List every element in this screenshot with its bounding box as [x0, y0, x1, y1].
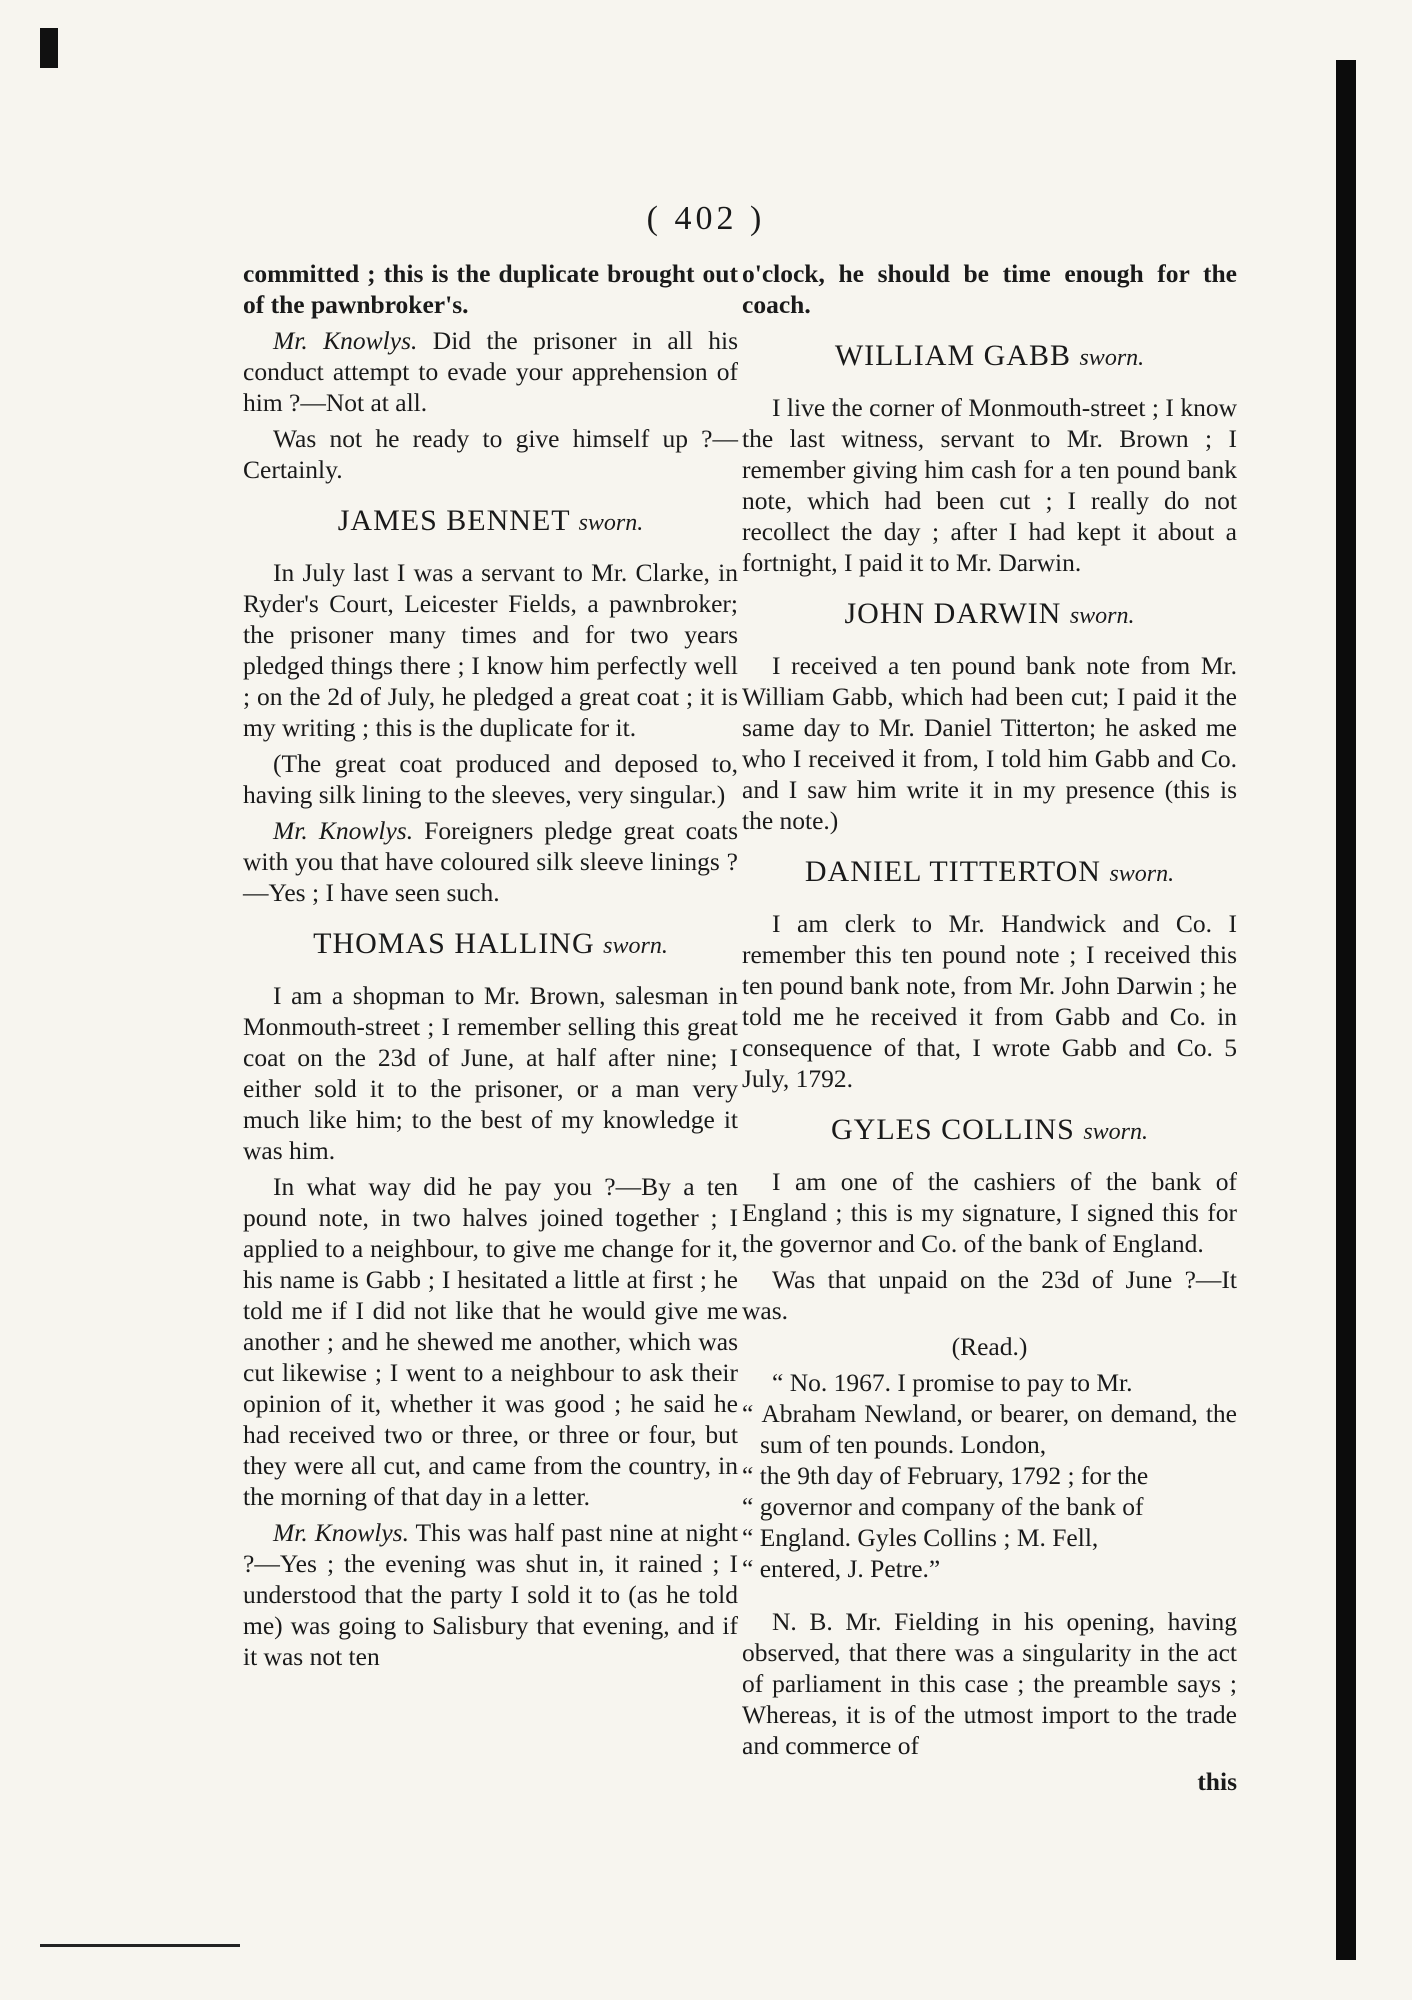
sworn-label: sworn. [1079, 345, 1145, 371]
testimony-paragraph: I received a ten pound bank note from Mr. William Gabb, which had been cut; I paid it the same day to Mr. Daniel Titterton; he asked me who I received it from, I told him Gabb and Co. and I saw him write it in my presence (this is the note.) [742, 651, 1237, 835]
testimony-text: Foreigners pledge great coats with you that have coloured silk sleeve linings ?—Yes ; I have seen such. [243, 816, 739, 907]
sworn-label: sworn. [1109, 861, 1175, 887]
quote-line: “ entered, J. Petre.” [742, 1553, 1237, 1584]
scan-artifact-bottom [40, 1944, 240, 1947]
testimony-paragraph: N. B. Mr. Fielding in his opening, having observed, that there was a singularity in the act of parliament in this case ; the preamble says ; Whereas, it is of the utmost import to the trade and commerce of [742, 1607, 1237, 1760]
testimony-paragraph: Was not he ready to give himself up ?—Certainly. [243, 424, 738, 484]
quote-line: “ No. 1967. I promise to pay to Mr. [772, 1368, 1133, 1397]
testimony-paragraph: Was that unpaid on the 23d of June ?—It was. [742, 1265, 1237, 1325]
testimony-text: This was half past nine at night ?—Yes ; the evening was shut in, it rained ; I understood that the party I sold it to (as he told me) was going to Salisbury that evening, and if it was not ten [243, 1518, 738, 1671]
sworn-label: sworn. [1083, 1119, 1149, 1145]
testimony-paragraph [243, 325, 738, 418]
page-number: ( 402 ) [646, 200, 766, 237]
sworn-label: sworn. [578, 510, 644, 536]
witness-heading [742, 856, 1237, 890]
speaker-label: Mr. Knowlys. [273, 326, 418, 355]
testimony-paragraph: I live the corner of Monmouth-street ; I know the last witness, servant to Mr. Brown ; I remember giving him cash for a ten pound bank note, which had been cut ; I really do not recollect the day ; after I had kept it about a fortnight, I paid it to Mr. Darwin. [742, 393, 1237, 577]
quote-line: “ England. Gyles Collins ; M. Fell, [742, 1522, 1237, 1553]
testimony-paragraph: committed ; this is the duplicate brought out of the pawnbroker's. [243, 259, 738, 319]
sworn-label: sworn. [1069, 603, 1135, 629]
scan-artifact-top [40, 28, 58, 68]
witness-name: THOMAS HALLING [313, 927, 595, 960]
quote-line: “ the 9th day of February, 1792 ; for the [742, 1460, 1237, 1491]
testimony-paragraph: In what way did he pay you ?—By a ten pound note, in two halves joined together ; I applied to a neighbour, to give me change for it, his name is Gabb ; I hesitated a little at first ; he told me if I did not like that he would give me another ; and he shewed me another, which was cut likewise ; I went to a neighbour to ask their opinion of it, whether it was good ; he said he had received two or three, or three or four, but they were all cut, and came from the country, in the morning of that day in a letter. [243, 1172, 738, 1511]
witness-heading [742, 598, 1237, 632]
quote-line: “ governor and company of the bank of [742, 1491, 1237, 1522]
quote-line: “ Abraham Newland, or bearer, on demand, the sum of ten pounds. London, [742, 1398, 1237, 1460]
banknote-quote [742, 1367, 1237, 1584]
left-column [243, 258, 738, 1677]
right-column [742, 258, 1237, 1797]
speaker-label: Mr. Knowlys. [273, 1518, 409, 1547]
testimony-paragraph [243, 815, 738, 908]
read-note: (Read.) [951, 1332, 1028, 1361]
sworn-label: sworn. [603, 933, 668, 959]
testimony-paragraph: (The great coat produced and deposed to, having silk lining to the sleeves, very singular.) [243, 749, 738, 809]
witness-name: DANIEL TITTERTON [804, 855, 1101, 888]
witness-heading [243, 505, 738, 539]
witness-name: JOHN DARWIN [844, 597, 1062, 630]
witness-heading [742, 1114, 1237, 1148]
witness-name: JAMES BENNET [337, 504, 571, 537]
catchword: this [1197, 1767, 1237, 1796]
testimony-text: Did the prisoner in all his conduct attempt to evade your apprehension of him ?—Not at all. [243, 326, 739, 417]
witness-name: GYLES COLLINS [830, 1113, 1075, 1146]
testimony-paragraph: I am a shopman to Mr. Brown, salesman in Monmouth-street ; I remember selling this great coat on the 23d of June, at half after nine; I either sold it to the prisoner, or a man very much like him; to the best of my knowledge it was him. [243, 981, 738, 1165]
testimony-paragraph: In July last I was a servant to Mr. Clarke, in Ryder's Court, Leicester Fields, a pawnbroker; the prisoner many times and for two years pledged things there ; I know him perfectly well ; on the 2d of July, he pledged a great coat ; it is my writing ; this is the duplicate for it. [243, 558, 738, 742]
witness-heading [742, 340, 1237, 374]
testimony-paragraph: I am one of the cashiers of the bank of England ; this is my signature, I signed this for the governor and Co. of the bank of England. [742, 1167, 1237, 1258]
testimony-paragraph: I am clerk to Mr. Handwick and Co. I remember this ten pound note ; I received this ten pound bank note, from Mr. John Darwin ; he told me he received it from Gabb and Co. in consequence of that, I wrote Gabb and Co. 5 July, 1792. [742, 909, 1237, 1093]
binding-edge [1336, 60, 1356, 1960]
witness-name: WILLIAM GABB [834, 339, 1071, 372]
testimony-paragraph [243, 1517, 738, 1672]
testimony-paragraph: o'clock, he should be time enough for the coach. [742, 259, 1237, 319]
speaker-label: Mr. Knowlys. [273, 816, 414, 845]
witness-heading [243, 928, 738, 962]
